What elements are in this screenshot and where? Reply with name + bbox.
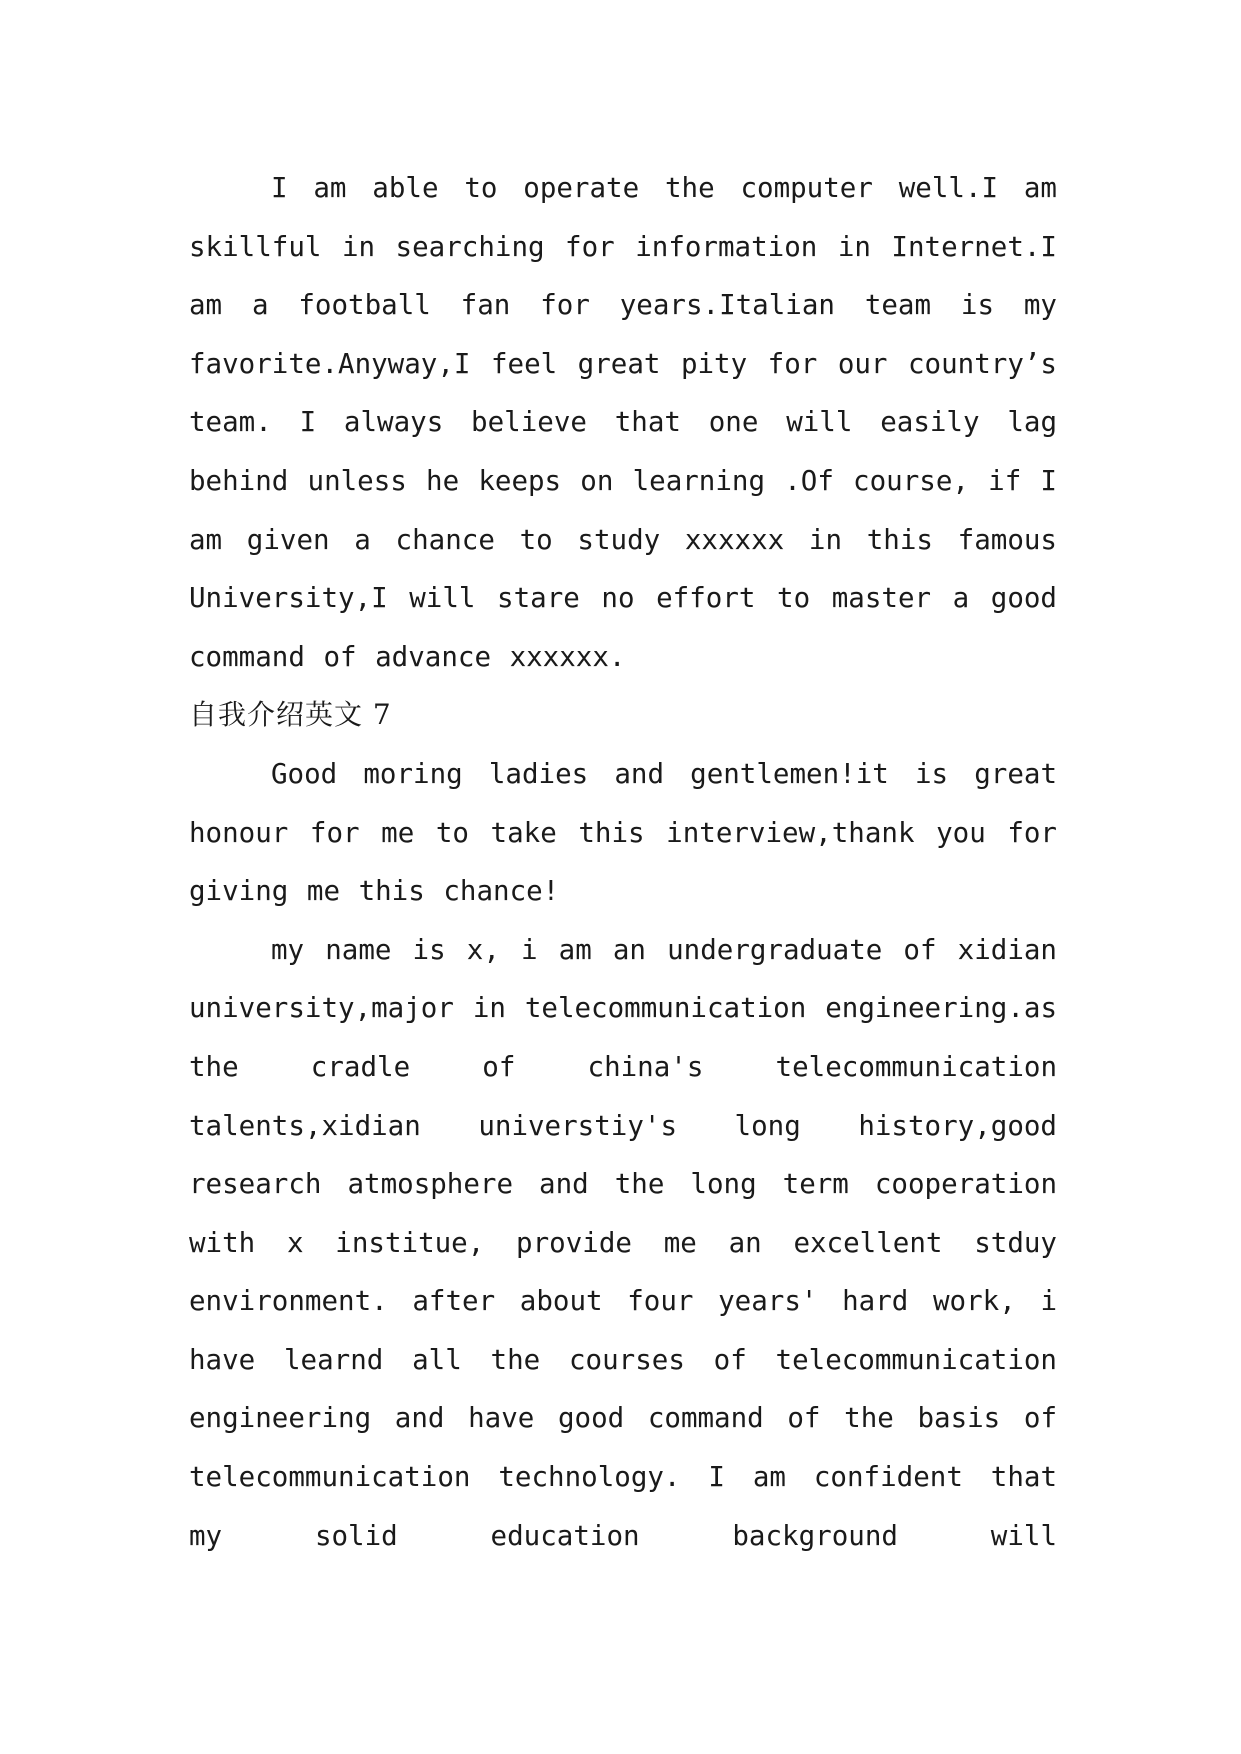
body-paragraph: my name is x, i am an undergraduate of xidian university,major in telecommunication engineering.as the cradle of china's telecommunication talents,xidian universtiy's long history,good research atmosphere and the long term cooperation with x institue, provide me an excellent stduy environment. after about four years' hard work, i have learnd all the courses of telecommunication engineering and have good command of the basis of telecommunication technology. I am confident that my solid education background will xyxy=(189,933,1057,1552)
section-heading: 自我介绍英文 7 xyxy=(189,698,392,732)
document-page xyxy=(189,159,1057,1565)
body-paragraph: I am able to operate the computer well.I am skillful in searching for information in Internet.I am a football fan for years.Italian team is my favorite.Anyway,I feel great pity for our country’s team. I always believe that one will easily lag behind unless he keeps on learning .Of course, if I am given a chance to study xxxxxx in this famous University,I will stare no effort to master a good command of advance xxxxxx. xyxy=(189,172,1057,673)
body-paragraph: Good moring ladies and gentlemen!it is great honour for me to take this interview,thank you for giving me this chance! xyxy=(189,757,1057,908)
